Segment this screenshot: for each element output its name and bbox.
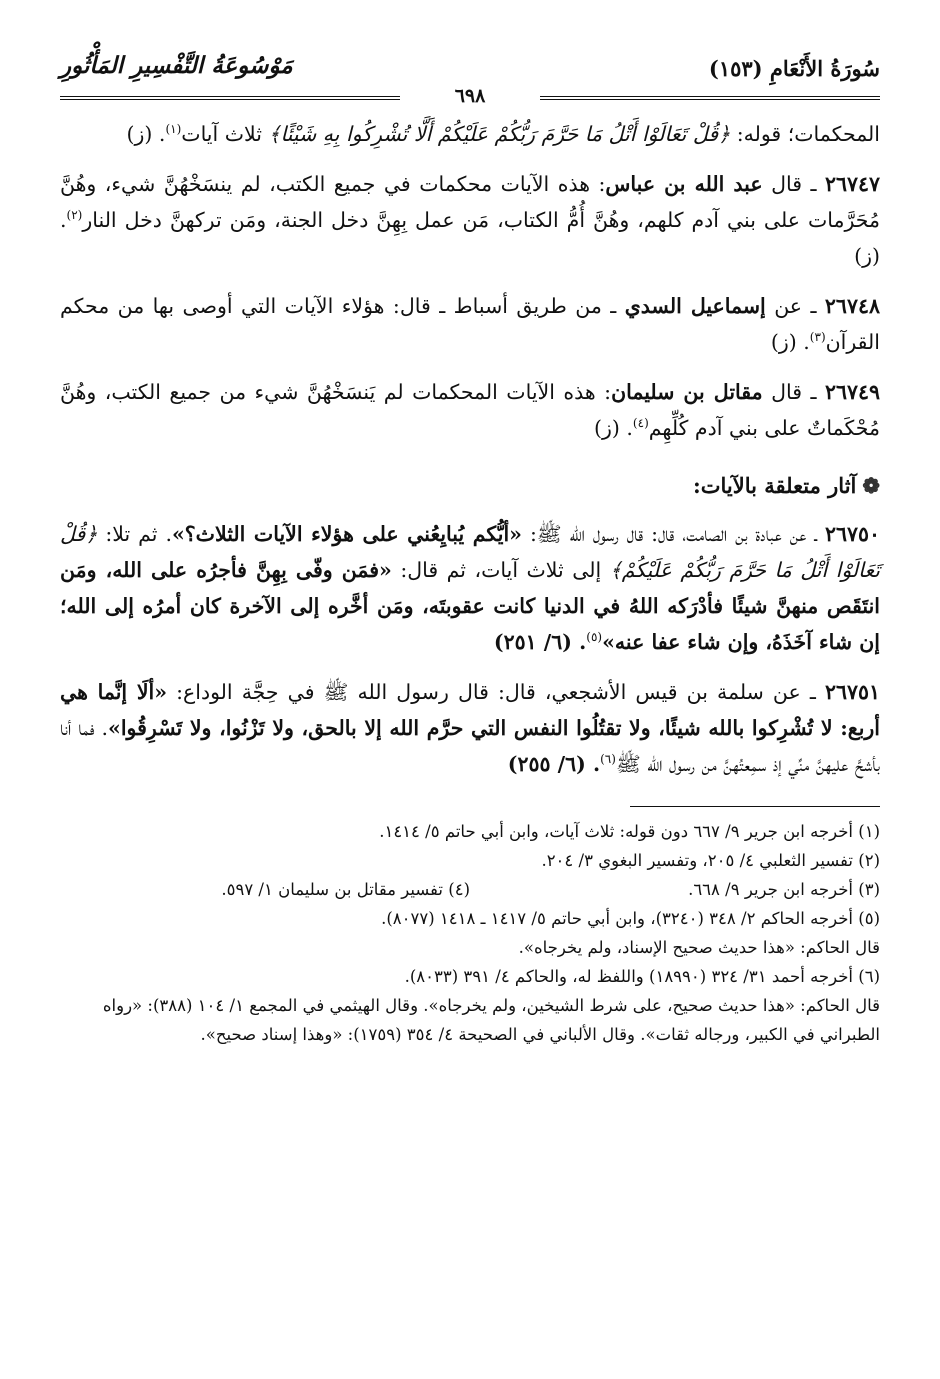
narration-number: ٢٦٧٥١: [824, 680, 880, 704]
text: ـ قال: [762, 172, 825, 196]
footnote-row-3-4: [60, 875, 880, 904]
footnote-separator: [630, 806, 880, 807]
volume-page-ref: . (٦/ ٢٥١): [493, 630, 587, 654]
footnote-3: (٣) أخرجه ابن جرير ٩/ ٦٦٨.: [688, 880, 880, 899]
quran-verse: ﴿قُلْ تَعَالَوْا أَتْلُ مَا حَرَّمَ رَبُّكُمْ عَلَيْكُمْ﴾: [60, 522, 880, 582]
text: ـ عن: [765, 294, 825, 318]
text: إلى ثلاث آيات، ثم قال:: [391, 558, 610, 582]
page-header: [60, 42, 880, 107]
hadith-text: «أيُّكم يُبايِعُني على هؤلاء الآيات الثلاث؟»: [171, 522, 522, 546]
surah-title: سُورَةُ الأَنْعَامِ (١٥٣): [708, 56, 880, 81]
page-number: ٦٩٨: [454, 85, 486, 107]
quran-verse: ﴿قُلْ تَعَالَوْا أَتْلُ مَا حَرَّمَ رَبُّكُمْ عَلَيْكُمْ أَلَّا تُشْرِكُوا بِهِ شَيْئًا﴾: [268, 122, 731, 146]
narration-26747: [60, 166, 880, 274]
narration-26750: [60, 516, 880, 660]
footnote-ref[interactable]: (٢): [66, 208, 83, 223]
footnote-ref[interactable]: (٤): [632, 416, 649, 431]
footnote-1: (١) أخرجه ابن جرير ٩/ ٦٦٧ دون قوله: ثلاث آيات، وابن أبي حاتم ٥/ ١٤١٤.: [379, 822, 880, 841]
text: . ثم تلا:: [97, 522, 172, 546]
flower-icon: ❁: [862, 473, 880, 498]
section-title: آثار متعلقة بالآيات:: [693, 473, 857, 498]
section-heading: [60, 468, 880, 504]
narration-26751: [60, 674, 880, 782]
footnote-5: (٥) أخرجه الحاكم ٢/ ٣٤٨ (٣٢٤٠)، وابن أبي حاتم ٥/ ١٤١٧ ـ ١٤١٨ (٨٠٧٧).: [381, 909, 880, 928]
footnote-ref[interactable]: (٥): [586, 630, 603, 645]
volume-page-ref: . (٦/ ٢٥٥): [507, 752, 601, 776]
text: . فما أنا بأشحَّ عليهنَّ منِّي إذ سمِعتُهنَّ من رسول الله ﷺ: [60, 716, 880, 776]
narration-number: ٢٦٧٤٧: [824, 172, 881, 196]
text: ـ عن عبادة بن الصامت، قال: قال رسول الله ﷺ:: [521, 522, 825, 546]
narration-26748: [60, 288, 880, 360]
text: المحكمات؛ قوله:: [730, 122, 880, 146]
text: . (ز): [60, 208, 880, 268]
narration-26749: [60, 374, 880, 446]
narrator-name: مقاتل بن سليمان: [611, 380, 763, 404]
text: ثلاث آيات: [181, 122, 269, 146]
hadith-text: «ألَا إنَّما هي أربع: لا تُشْرِكوا بالله شيئًا، ولا تقتُلُوا النفس التي حرَّم الله إلا بالحق، ولا تَزْنُوا، ولا تَسْرِقُوا»: [60, 680, 880, 740]
narration-number: ٢٦٧٥٠: [824, 522, 880, 546]
footnote-ref[interactable]: (٦): [600, 752, 616, 767]
text: ـ من طريق أسباط ـ قال: هؤلاء الآيات التي أوصى بها من محكم القرآن: [60, 294, 880, 354]
text: . (ز): [593, 416, 633, 440]
text: ـ عن سلمة بن قيس الأشجعي، قال: قال رسول الله ﷺ في حِجَّة الوداع:: [167, 680, 825, 704]
hadith-text: «فمَن وفّى بِهِنَّ فأجرُه على الله، ومَن انتَقَص منهنَّ شيئًا فأدْرَكه اللهُ في الدنيا كانت عقوبتَه، ومَن أخَّره إلى الآخرة كان أمرُه إلى الله؛ إن شاء آخَذَهُ، وإن شاء عفا عنه»: [60, 558, 880, 654]
text: ـ قال: [762, 380, 825, 404]
text: : هذه الآيات المحكمات لم يَنسَخْهُنَّ شيء من جميع الكتب، وهُنَّ مُحْكَماتٌ على بني آدم كُلِّهِم: [60, 380, 880, 440]
book-title: مَوْسُوعَةُ التَّفْسِيرِ المَأْثُورِ: [60, 52, 293, 79]
footnote-6: (٦) أخرجه أحمد ٣١/ ٣٢٤ (١٨٩٩٠) واللفظ له، والحاكم ٤/ ٣٩١ (٨٠٣٣).: [404, 967, 880, 986]
main-text: [60, 116, 880, 782]
text: . (ز): [770, 330, 810, 354]
narration-number: ٢٦٧٤٩: [824, 380, 880, 404]
page: [60, 42, 880, 1342]
footnotes: [60, 817, 880, 1049]
footnote-6-note: قال الحاكم: «هذا حديث صحيح، على شرط الشيخين، ولم يخرجاه». وقال الهيثمي في المجمع ١/ ١٠٤ (٣٨٨): «رواه الطبراني في الكبير، ورجاله ثقات». وقال الألباني في الصحيحة ٤/ ٣٥٤ (١٧٥٩): «وهذا إسناد صحيح».: [102, 996, 880, 1044]
text: . (ز): [126, 122, 166, 146]
footnote-4: (٤) تفسير مقاتل بن سليمان ١/ ٥٩٧.: [221, 880, 470, 899]
narrator-name: إسماعيل السدي: [624, 294, 766, 318]
footnote-2: (٢) تفسير الثعلبي ٤/ ٢٠٥، وتفسير البغوي ٣/ ٢٠٤.: [541, 851, 880, 870]
narration-number: ٢٦٧٤٨: [824, 294, 880, 318]
text: : هذه الآيات محكمات في جميع الكتب، لم ينسَخْهُنَّ شيء، وهُنَّ مُحَرَّمات على بني آدم كلهم، وهُنَّ أُمُّ الكتاب، مَن عمل بِهِنَّ دخل الجنة، ومَن تركهنَّ دخل النار: [60, 172, 880, 232]
footnote-ref[interactable]: (١): [165, 122, 182, 137]
paragraph-intro: [60, 116, 880, 152]
narrator-name: عبد الله بن عباس: [605, 172, 763, 196]
footnote-5-note: قال الحاكم: «هذا حديث صحيح الإسناد، ولم يخرجاه».: [518, 938, 880, 957]
footnote-ref[interactable]: (٣): [809, 330, 826, 345]
